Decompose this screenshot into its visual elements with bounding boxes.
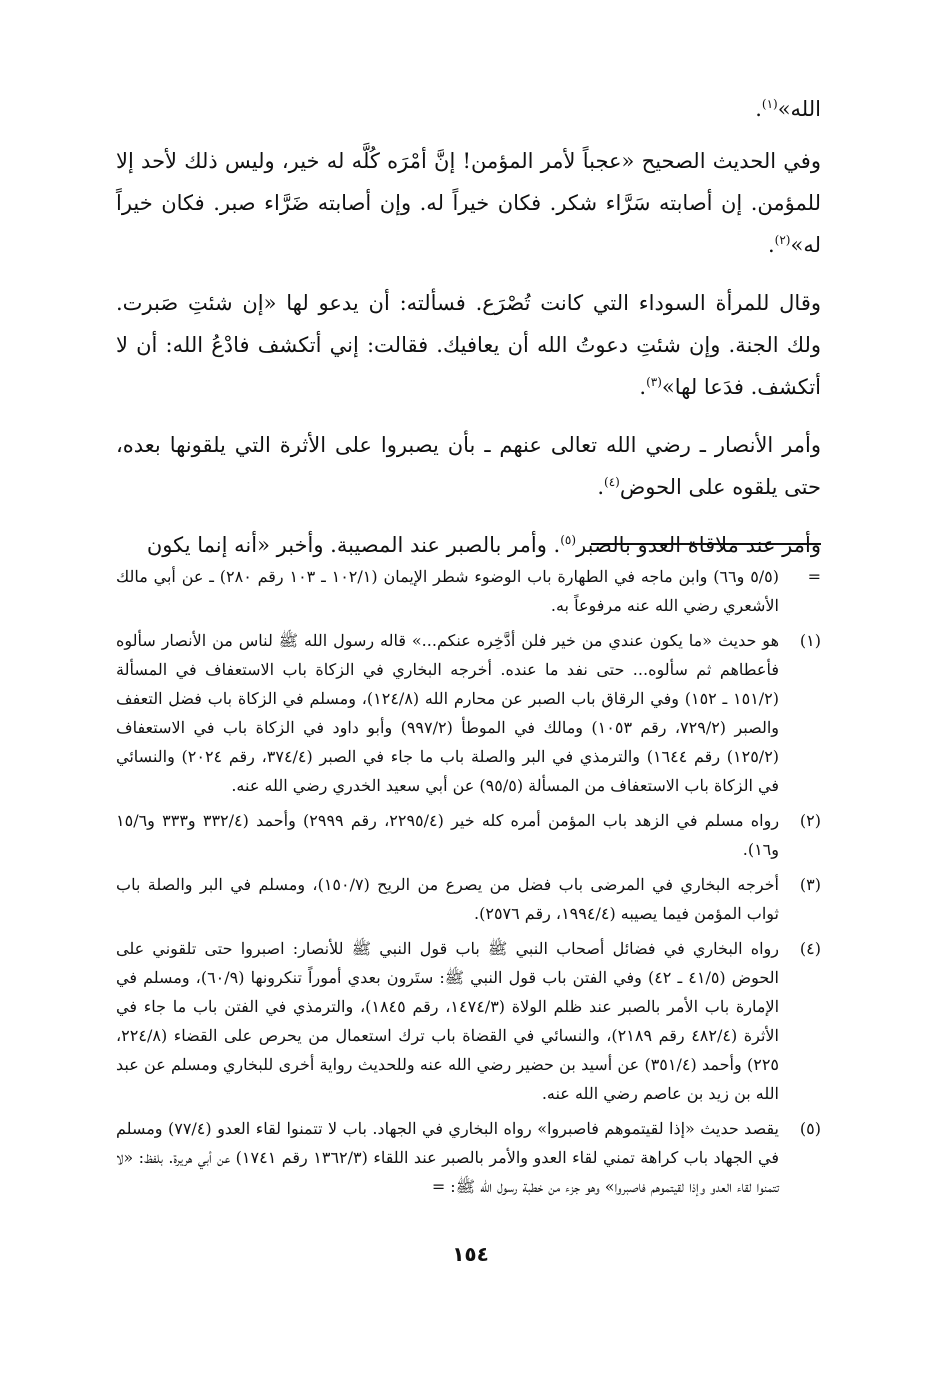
footnote-label: (٥) — [799, 1119, 821, 1138]
paragraph-text: . وأمر بالصبر عند المصيبة. وأخبر «أنه إنما يكون — [146, 533, 561, 557]
footnote-text: يقصد حديث «إذا لقيتموهم فاصبروا» رواه البخاري في الجهاد. باب لا تتمنوا لقاء العدو (٧٧/٤) ومسلم في الجهاد باب كراهة تمني لقاء العدو والأمر بالصبر عند اللقاء (١٣٦٢/٣ رقم ١٧٤١) عن أبي هريرة. بلفظ: «لا تتمنوا لقاء العدو وإذا لقيتموهم فاصبروا» وهو جزء من خطبة رسول الله ﷺ: = — [116, 1119, 780, 1196]
footnote-text: رواه البخاري في فضائل أصحاب النبي ﷺ باب قول النبي ﷺ للأنصار: اصبروا حتى تلقوني على الحوض (٤١/٥ ـ ٤٢) وفي الفتن باب قول النبي ﷺ: ستَرون بعدي أموراً تنكرونها (٦٠/٩)، ومسلم في الإمارة باب الأمر بالصبر عند ظلم الولاة (١٤٧٤/٣، رقم ١٨٤٥)، والترمذي في الفتن باب ما جاء في الأثرة (٤٨٢/٤ رقم ٢١٨٩)، والنسائي في القضاة باب ترك استعمال من يحرص على القضاء (٢٢٤/٨، ٢٢٥) وأحمد (٣٥١/٤) عن أسيد بن حضير رضي الله عنه وللحديث رواية أخرى للبخاري ومسلم عن عبد الله بن زيد بن عاصم رضي الله عنه. — [116, 939, 780, 1103]
footnote-1 — [116, 626, 821, 800]
paragraph-text: وقال للمرأة السوداء التي كانت تُصْرَع. فسألته: أن يدعو لها «إن شئتِ صَبرت. ولك الجنة. وإن شئتِ دعوتُ الله أن يعافيك. فقالت: إني أتكشف فادْعُ الله: أن لا أتكشف. فدَعا لها» — [116, 291, 821, 399]
footnote-ref-5[interactable]: (٥) — [560, 533, 577, 547]
footnote-text: هو حديث «ما يكون عندي من خير فلن أدَّخِره عنكم...» قاله رسول الله ﷺ لناس من الأنصار سألوه فأعطاهم ثم سألوه... حتى نفد ما عنده. أخرجه البخاري في الزكاة باب الاستعفاف في المسألة (١٥١/٢ ـ ١٥٢) وفي الرقاق باب الصبر عن محارم الله (١٢٤/٨)، ومسلم في الزكاة باب فضل التعفف والصبر (٧٢٩/٢، رقم ١٠٥٣) ومالك في الموطأ (٩٩٧/٢) وأبو داود في الزكاة باب في الاستعفاف (١٢٥/٢) رقم ١٦٤٤) والترمذي في البر والصلة باب ما جاء في الصبر (٣٧٤/٤، رقم ٢٠٢٤) والنسائي في الزكاة باب الاستعفاف من المسألة (٩٥/٥) عن أبي سعيد الخدري رضي الله عنه. — [116, 631, 780, 795]
paragraph-hadith-amazing: وفي الحديث الصحيح «عجباً لأمر المؤمن! إنَّ أمْرَه كُلَّه له خير، وليس ذلك لأحد إلا للمؤمن. إن أصابته سَرَّاء شكر. فكان خيراً له. وإن أصابته ضَرَّاء صبر. فكان خيراً له»$^{(٢)}$. — [116, 149, 821, 257]
footnote-ref-1[interactable]: (١) — [761, 97, 778, 111]
paragraph-continuation: الله»$^{(١)}$. — [755, 97, 821, 121]
footnote-text: أخرجه البخاري في المرضى باب فضل من يصرع من الريح (١٥٠/٧)، ومسلم في البر والصلة باب ثواب المؤمن فيما يصيبه (١٩٩٤/٤، رقم ٢٥٧٦). — [116, 875, 779, 923]
footnote-ref-4[interactable]: (٤) — [604, 475, 620, 489]
footnote-ref-2[interactable]: (٢) — [774, 233, 791, 247]
page-number: ١٥٤ — [452, 1242, 489, 1266]
footnote-5 — [116, 1114, 821, 1201]
footnote-label: (٢) — [799, 811, 821, 830]
footnote-3 — [116, 870, 821, 928]
footnote-label: = — [807, 567, 821, 586]
footnotes — [116, 562, 821, 1207]
paragraph-black-woman: وقال للمرأة السوداء التي كانت تُصْرَع. فسألته: أن يدعو لها «إن شئتِ صَبرت. ولك الجنة. وإن شئتِ دعوتُ الله أن يعافيك. فقالت: إني أتكشف فادْعُ الله: أن لا أتكشف. فدَعا لها»$^{(٣)}$. — [116, 291, 821, 399]
paragraph-text: وأمر عند ملاقاة العدو بالصبر — [576, 533, 821, 557]
footnote-text: (٥/٥ و٦٦) وابن ماجه في الطهارة باب الوضوء شطر الإيمان (١٠٢/١ ـ ١٠٣ رقم ٢٨٠) ـ عن أبي مالك الأشعري رضي الله عنه مرفوعاً به. — [116, 567, 780, 615]
footnote-continuation — [116, 562, 821, 620]
footnote-label: (١) — [799, 631, 821, 650]
paragraph-patience — [116, 524, 821, 566]
footnote-separator — [591, 543, 821, 545]
main-text — [116, 88, 821, 582]
paragraph-text: وأمر الأنصار ـ رضي الله تعالى عنهم ـ بأن يصبروا على الأثرة التي يلقونها بعده، حتى يلقوه على الحوض — [116, 433, 821, 499]
footnote-label: (٤) — [799, 939, 821, 958]
paragraph-text: وفي الحديث الصحيح «عجباً لأمر المؤمن! إنَّ أمْرَه كُلَّه له خير، وليس ذلك لأحد إلا للمؤمن. إن أصابته سَرَّاء شكر. فكان خيراً له. وإن أصابته ضَرَّاء صبر. فكان خيراً له» — [116, 149, 821, 257]
footnote-ref-3[interactable]: (٣) — [646, 375, 662, 389]
footnote-label: (٣) — [799, 875, 821, 894]
paragraph-text: الله» — [777, 97, 821, 121]
paragraph-ansar: وأمر الأنصار ـ رضي الله تعالى عنهم ـ بأن يصبروا على الأثرة التي يلقونها بعده، حتى يلقوه على الحوض$^{(٤)}$. — [116, 433, 821, 499]
footnote-text: رواه مسلم في الزهد باب المؤمن أمره كله خير (٢٢٩٥/٤، رقم ٢٩٩٩) وأحمد (٣٣٢/٤ و٣٣٣ و١٥/٦ و١٦). — [116, 811, 780, 859]
footnote-2 — [116, 806, 821, 864]
footnote-4 — [116, 934, 821, 1108]
